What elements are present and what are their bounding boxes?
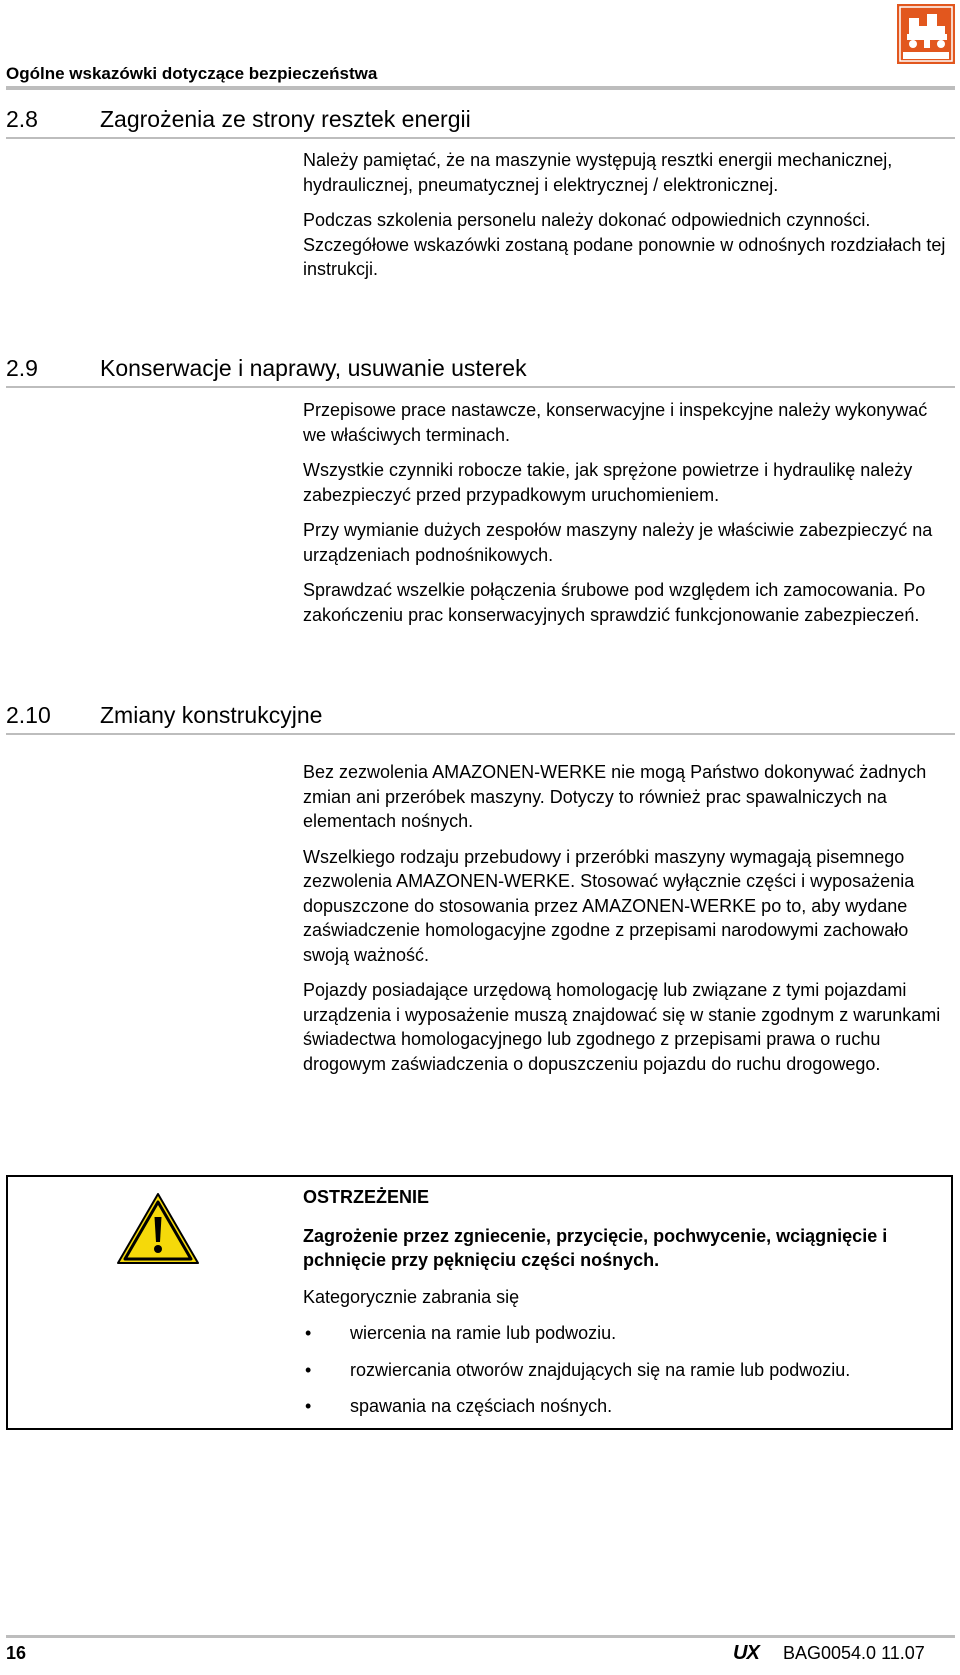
section-body-2-10 xyxy=(303,760,948,1087)
list-item-text: rozwiercania otworów znajdujących się na ramie lub podwoziu. xyxy=(350,1359,851,1380)
page-number: 16 xyxy=(6,1643,27,1663)
paragraph: Podczas szkolenia personelu należy dokonać odpowiednich czynności. Szczegółowe wskazówki zostaną podane ponownie w odnośnych rozdziałach tej instrukcji. xyxy=(303,210,946,279)
list-item xyxy=(303,1394,943,1419)
warning-content xyxy=(303,1185,943,1431)
bullet: • xyxy=(305,1396,312,1416)
section-number: 2.9 xyxy=(6,355,38,381)
section-number: 2.10 xyxy=(6,702,51,728)
ux-mark: UX xyxy=(733,1642,759,1664)
paragraph: Przepisowe prace nastawcze, konserwacyjne i inspekcyjne należy wykonywać we właściwych terminach. xyxy=(303,400,928,445)
section-rule xyxy=(6,733,955,735)
section-title: Zmiany konstrukcyjne xyxy=(100,702,323,728)
warning-list xyxy=(303,1321,943,1419)
list-item xyxy=(303,1358,943,1383)
document-code: BAG0054.0 11.07 xyxy=(783,1643,925,1663)
paragraph: Sprawdzać wszelkie połączenia śrubowe pod względem ich zamocowania. Po zakończeniu prac konserwacyjnych sprawdzić funkcjonowanie zabezpieczeń. xyxy=(303,580,926,625)
header-rule xyxy=(6,86,955,90)
section-number: 2.8 xyxy=(6,106,38,132)
paragraph: Wszelkiego rodzaju przebudowy i przeróbki maszyny wymagają pisemnego zezwolenia AMAZONEN-WERKE. Stosować wyłącznie części i wyposażenia dopuszczone do stosowania przez AMAZONEN-WERKE po to, aby wydane zaświadczenie homologacyjne zgodne z przepisami narodowymi zachowało swoją ważność. xyxy=(303,846,915,965)
paragraph: Należy pamiętać, że na maszynie występują resztki energii mechanicznej, hydraulicznej, pneumatycznej i elektrycznej / elektronicznej. xyxy=(303,150,893,195)
warning-title: OSTRZEŻENIE xyxy=(303,1187,430,1207)
section-title: Konserwacje i naprawy, usuwanie usterek xyxy=(100,355,527,381)
list-item-text: spawania na częściach nośnych. xyxy=(350,1396,613,1416)
paragraph: Pojazdy posiadające urzędową homologację lub związane z tymi pojazdami urządzenia i wyposażenie muszą znajdować się w stanie zgodnym z warunkami świadectwa homologacyjnego lub zgodnego z przepisami prawa o ruchu drogowym zaświadczenia o dopuszczeniu pojazdu do ruchu drogowego. xyxy=(303,980,941,1074)
warning-box xyxy=(6,1175,953,1430)
warning-hazard-text: Zagrożenie przez zgniecenie, przycięcie, pochwycenie, wciągnięcie i pchnięcie przy pęknięciu części nośnych. xyxy=(303,1225,888,1270)
list-item xyxy=(303,1321,943,1346)
warning-triangle-icon xyxy=(115,1191,201,1267)
amazone-logo xyxy=(897,4,955,64)
paragraph: Bez zezwolenia AMAZONEN-WERKE nie mogą Państwo dokonywać żadnych zmian ani przeróbek maszyny. Dotyczy to również prac spawalniczych na elementach nośnych. xyxy=(303,762,927,831)
bullet: • xyxy=(305,1359,312,1380)
bullet: • xyxy=(305,1323,312,1343)
section-rule xyxy=(6,386,955,388)
section-title: Zagrożenia ze strony resztek energii xyxy=(100,106,471,132)
section-body-2-9 xyxy=(303,398,948,638)
warning-intro: Kategorycznie zabrania się xyxy=(303,1286,520,1307)
paragraph: Przy wymianie dużych zespołów maszyny należy je właściwie zabezpieczyć na urządzeniach podnośnikowych. xyxy=(303,520,933,565)
footer-rule xyxy=(6,1635,955,1638)
list-item-text: wiercenia na ramie lub podwoziu. xyxy=(350,1323,617,1343)
running-header: Ogólne wskazówki dotyczące bezpieczeństwa xyxy=(6,64,378,83)
section-rule xyxy=(6,137,955,139)
paragraph: Wszystkie czynniki robocze takie, jak sprężone powietrze i hydraulikę należy zabezpieczyć przed przypadkowym uruchomieniem. xyxy=(303,460,913,505)
section-body-2-8 xyxy=(303,148,948,293)
